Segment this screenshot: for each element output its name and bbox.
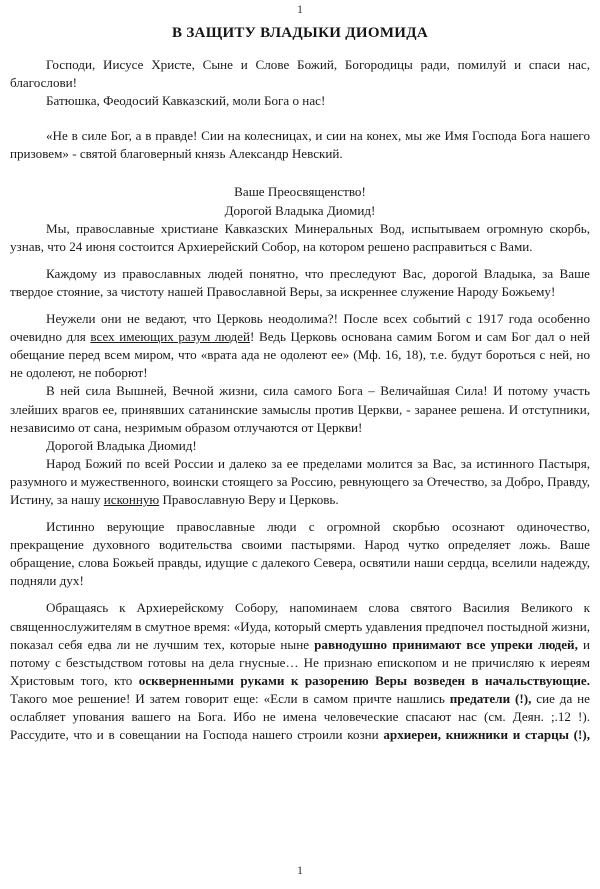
paragraph-6 [10,455,590,509]
paragraph-8-segment-4: сие да не ослабляет упования вашего на Бога. Ибо не имена человеческие спасают нас (см. Деян. ;.12 !). Рассудите, что и в совещании на Господа нашего строили козни [10,690,590,743]
spacer [10,110,590,127]
paragraph-prayer-2: Батюшка, Феодосий Кавказский, моли Бога о нас! [46,93,326,109]
paragraph-3-text-after: ! Ведь Церковь основана самим Богом и сам Бог дал о ней обещание перед всем миром, что «врата ада не одолеют ее» (Мф. 16, 18), т.е. будут бороться с ней, но не одолеют, не поборют! [10,329,591,381]
document-body [0,56,600,762]
paragraph-8-bold-4: архиереи, книжники и старцы (!), [383,727,590,743]
paragraph-8-bold-2: оскверненными руками к разорению Веры возведен в начальствующие. [138,672,591,688]
spacer [10,301,590,310]
paragraph-8-bold-3: предатели (!), [449,690,532,706]
salutation-line-1: Ваше Преосвященство! [234,184,366,200]
paragraph-8-segment-3: Такого мое решение! И затем говорит еще: «Если в самом причте нашлись [10,690,450,706]
spacer [10,509,590,518]
paragraph-prayer-1: Господи, Иисусе Христе, Сыне и Слове Божий, Богородицы ради, помилуй и спаси нас, благослови! [10,57,590,91]
paragraph-8-bold-1: равнодушно принимают все упреки людей, [314,636,578,652]
paragraph-8-segment-2: и потому с безстыдством готовы на дела гнусные… Не признаю епископом и не причисляю к иереям Христовым того, кто [10,636,590,688]
page-number-header: 1 [297,4,303,16]
paragraph-7: Истинно верующие православные люди с огромной скорбью осознают одиночество, прекращение духовного водительства своими пастырями. Народ чутко определяет ложь. Ваше обращение, слова Божьей правды, идущие с далекого Севера, освятили наши сердца, вселили надежду, подняли дух! [10,519,590,589]
spacer [10,590,590,599]
spacer [10,163,590,183]
page-number-footer: 1 [297,865,303,877]
paragraph-1: Мы, православные христиане Кавказских Минеральных Вод, испытываем огромную скорбь, узнав, что 24 июня состоится Архиерейский Собор, на котором решено расправиться с Вами. [10,220,590,254]
paragraph-2: Каждому из православных людей понятно, что преследуют Вас, дорогой Владыка, за Ваше твердое стояние, за чистоту нашей Православной Веры, за искреннее служение Народу Божьему! [10,265,590,299]
paragraph-4: В ней сила Вышней, Вечной жизни, сила самого Бога – Величайшая Сила! И потому участь злейших врагов ее, принявших сатанинские замыслы против Церкви, - заранее решена. И отступники, независимо от сана, незримым образом отлучаются от Церкви! [10,383,590,435]
paragraph-3 [10,310,590,382]
paragraph-3-emphasis-underlined: всех имеющих разум людей [90,329,251,345]
salutation-line-2: Дорогой Владыка Диомид! [224,202,376,218]
paragraph-8-quotation [10,599,590,762]
page-title: В ЗАЩИТУ ВЛАДЫКИ ДИОМИДА [171,25,429,41]
spacer [10,256,590,265]
paragraph-6-emphasis-underlined: исконную [103,491,160,507]
paragraph-3-text-before: Неужели они не ведают, что Церковь неодолима?! После всех событий с 1917 года особенно очевидно для [10,311,590,345]
paragraph-8-segment-1: Обращаясь к Архиерейскому Собору, напоминаем слова святого Василия Великого к священнослужителям в смутное время: «Иуда, который смерть удавления предпочел постыдной жизни, показал себя едва ли не лучшим тех, которые ныне [10,600,590,652]
paragraph-epigraph: «Не в силе Бог, а в правде! Сии на колесницах, и сии на конех, мы же Имя Господа Бога нашего призовем» - святой благоверный князь Александр Невский. [10,128,590,162]
paragraph-6-text-after: Православную Веру и Церковь. [159,491,339,507]
paragraph-6-text-before: Народ Божий по всей России и далеко за ее пределами молится за Вас, за истинного Пастыря, разумного и мужественного, воински стоящего за Россию, ревнующего за Отечество, за Добро, Правду, Истину, за нашу [10,455,590,507]
paragraph-5-address: Дорогой Владыка Диомид! [46,437,197,453]
